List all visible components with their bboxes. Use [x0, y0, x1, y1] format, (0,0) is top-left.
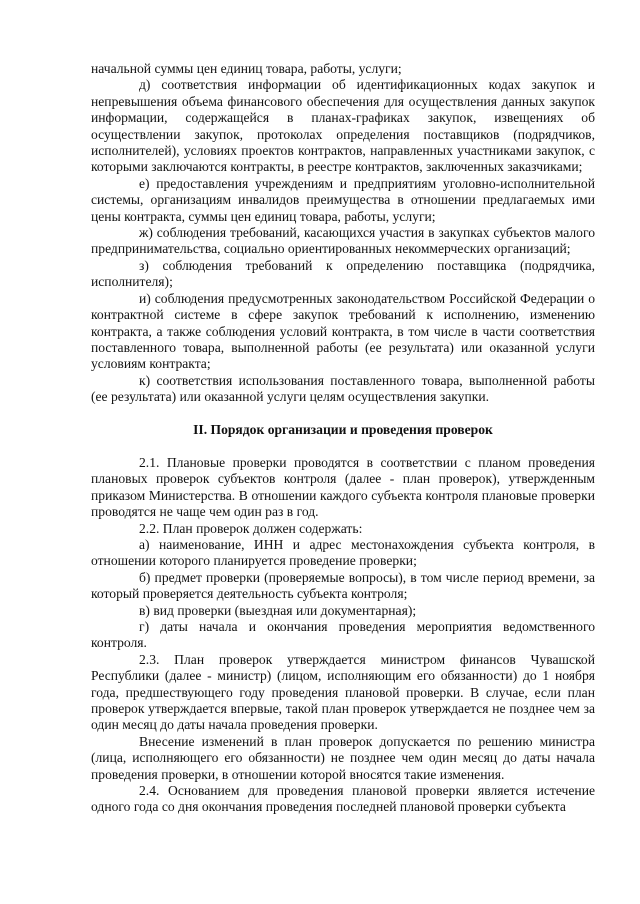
paragraph-2-2: 2.2. План проверок должен содержать:	[139, 520, 363, 536]
paragraph-continuation: начальной суммы цен единиц товара, работы, услуги;	[91, 61, 402, 76]
paragraph-2-3: 2.3. План проверок утверждается министром финансов Чувашской Республики (далее - министр) (лицом, исполняющим его обязанности) до 1 ноября года, предшествующего году проведения плановой проверки. В случае, если план проверок утверждается впервые, такой план проверок утверждается не позднее чем за один месяц до даты начала проведения проверки.	[91, 651, 595, 733]
paragraph-item-k: к) соответствия использования поставленного товара, выполненной работы (ее результата) или оказанной услуги целям осуществления закупки.	[91, 372, 595, 405]
section-heading: II. Порядок организации и проведения проверок	[193, 421, 493, 437]
paragraph-2-3-changes: Внесение изменений в план проверок допускается по решению министра (лица, исполняющего его обязанности) не позднее чем один месяц до даты начала проведения проверки, в отношении которой вносятся такие изменения.	[91, 733, 595, 782]
paragraph-item-d: д) соответствия информации об идентификационных кодах закупок и непревышения объема финансового обеспечения для осуществления данных закупок информации, содержащейся в планах-графиках закупок, извещениях об осуществлении закупок, протоколах определения поставщиков (подрядчиков, исполнителей), условиях проектов контрактов, направленных участниками закупок, с которыми заключаются контракты, в реестре контрактов, заключенных заказчиками;	[91, 77, 595, 175]
paragraph-2-2-a: а) наименование, ИНН и адрес местонахождения субъекта контроля, в отношении которого планируется проведение проверки;	[91, 536, 595, 569]
paragraph-item-z: з) соблюдения требований к определению поставщика (подрядчика, исполнителя);	[91, 257, 595, 290]
paragraph-2-4: 2.4. Основанием для проведения плановой проверки является истечение одного года со дня окончания проведения последней плановой проверки субъекта	[91, 783, 595, 815]
paragraph-2-1: 2.1. Плановые проверки проводятся в соответствии с планом проведения плановых проверок субъектов контроля (далее - план проверок), утвержденным приказом Министерства. В отношении каждого субъекта контроля плановые проверки проводятся не чаще чем один раз в год.	[91, 454, 595, 520]
paragraph-2-2-g: г) даты начала и окончания проведения мероприятия ведомственного контроля.	[91, 619, 595, 651]
document-body	[91, 61, 595, 816]
paragraph-2-2-v: в) вид проверки (выездная или документарная);	[139, 602, 417, 618]
paragraph-2-2-b: б) предмет проверки (проверяемые вопросы), в том числе период времени, за который проверяется деятельность субъекта контроля;	[91, 569, 595, 602]
paragraph-item-i: и) соблюдения предусмотренных законодательством Российской Федерации о контрактной системе в сфере закупок требований к исполнению, изменению контракта, а также соблюдения условий контракта, в том числе в части соответствия поставленного товара, выполненной работы (ее результата) или оказанной услуги условиям контракта;	[91, 290, 595, 372]
paragraph-item-e: е) предоставления учреждениям и предприятиям уголовно-исполнительной системы, организациям инвалидов преимущества в отношении предлагаемых ими цены контракта, суммы цен единиц товара, работы, услуги;	[91, 175, 595, 224]
paragraph-item-zh: ж) соблюдения требований, касающихся участия в закупках субъектов малого предпринимательства, социально ориентированных некоммерческих организаций;	[91, 225, 595, 257]
